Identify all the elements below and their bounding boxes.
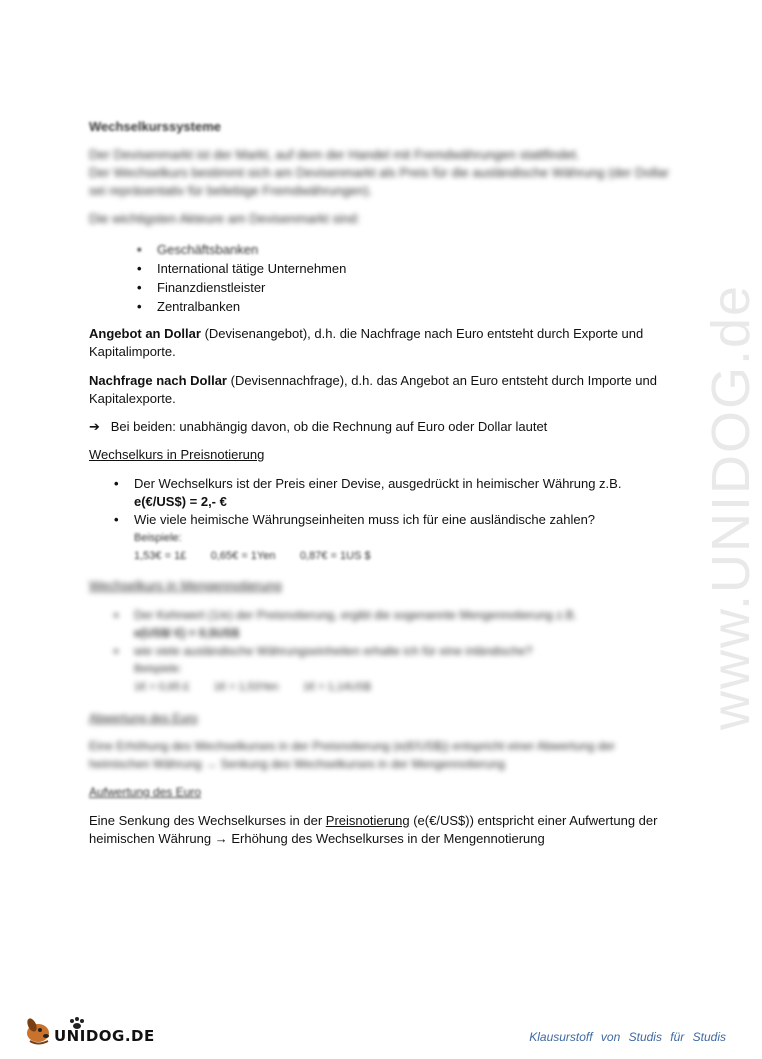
preisnotierung-list [134, 475, 621, 565]
nachfrage-paragraph-line-1 [89, 372, 657, 390]
footer-tagline: Klausurstoff von Studis für Studis [529, 1030, 726, 1044]
unidog-logo[interactable] [22, 1013, 162, 1047]
list-item: • Zentralbanken [157, 297, 346, 316]
list-item: • International tätige Unternehmen [157, 259, 346, 278]
list-item: • wie viele ausländische Währungseinheiten erhalte ich für eine inländische? [134, 642, 577, 660]
intro-line-1: Der Devisenmarkt ist der Markt, auf dem der Handel mit Fremdwährungen stattfindet. [89, 147, 580, 162]
document-heading: Wechselkurssysteme [89, 119, 222, 134]
preisnotierung-examples: 1,53€ = 1£ 0,65€ = 1Yen 0,87€ = 1US $ [134, 550, 371, 562]
watermark: www.UNIDOG.de [701, 283, 761, 730]
preisnotierung-example-formula: e(€/US$) = 2,- € [134, 494, 227, 509]
arrow-note [89, 418, 547, 436]
abwertung-line-2: heimischen Währung → Senkung des Wechselkurses in der Mengennotierung [89, 757, 506, 771]
preisnotierung-title: Wechselkurs in Preisnotierung [89, 447, 265, 462]
aufwertung-line-1 [89, 812, 657, 830]
list-item: • Der Wechselkurs ist der Preis einer Devise, ausgedrückt in heimischer Währung z.B. [134, 475, 621, 493]
angebot-text: (Devisenangebot), d.h. die Nachfrage nach Euro entsteht durch Exporte und [200, 326, 644, 341]
mengennotierung-title: Wechselkurs in Mengennotierung [89, 578, 282, 593]
list-item: • Wie viele heimische Währungseinheiten muss ich für eine ausländische zahlen? [134, 511, 621, 529]
angebot-term: Angebot an Dollar [89, 326, 201, 341]
angebot-paragraph-line-2: Kapitalimporte. [89, 344, 176, 359]
list-item: • Der Kehrwert (1/e) der Preisnotierung, ergibt die sogenannte Mengennotierung z.B. [134, 606, 577, 624]
aufwertung-line-2: heimischen Währung → Erhöhung des Wechselkurses in der Mengennotierung [89, 831, 545, 846]
nachfrage-text: (Devisennachfrage), d.h. das Angebot an Euro entsteht durch Importe und [227, 373, 657, 388]
preisnotierung-examples-label: Beispiele: [134, 532, 182, 544]
angebot-paragraph-line-1 [89, 325, 643, 343]
aufwertung-title: Aufwertung des Euro [89, 785, 202, 799]
nachfrage-term: Nachfrage nach Dollar [89, 373, 227, 388]
arrow-note-text: Bei beiden: unabhängig davon, ob die Rechnung auf Euro oder Dollar lautet [110, 419, 548, 434]
intro-line-3: sei repräsentativ für beliebige Fremdwährungen). [89, 183, 373, 198]
actors-list [157, 240, 346, 316]
list-item: • Geschäftsbanken [157, 240, 346, 259]
aufwertung-text-b: (e(€/US$)) entspricht einer Aufwertung der [409, 813, 658, 828]
abwertung-title: Abwertung des Euro [89, 711, 198, 725]
preisnotierung-link: Preisnotierung [325, 813, 410, 828]
logo-text: UNIDOG.DE [54, 1027, 155, 1045]
abwertung-line-1: Eine Erhöhung des Wechselkurses in der Preisnotierung (e(€/US$)) entspricht einer Abwertung der [89, 739, 616, 753]
intro-line-2: Der Wechselkurs bestimmt sich am Devisenmarkt als Preis für die ausländische Währung (der Dollar [89, 165, 669, 180]
aufwertung-text-a: Eine Senkung des Wechselkurses in der [89, 813, 326, 828]
list-item: • Finanzdienstleister [157, 278, 346, 297]
mengennotierung-examples-label: Beispiele: [134, 663, 182, 675]
actors-intro: Die wichtigsten Akteure am Devisenmarkt sind: [89, 211, 360, 226]
mengennotierung-list [134, 606, 577, 696]
mengennotierung-examples: 1€ = 0,65 £ 1€ = 1,53Yen 1€ = 1,14US$ [134, 681, 371, 693]
nachfrage-paragraph-line-2: Kapitalexporte. [89, 391, 176, 406]
mengennotierung-example-formula: e(US$/ €) = 0,5US$ [134, 626, 240, 640]
arrow-right-icon: ➔ [89, 419, 100, 434]
